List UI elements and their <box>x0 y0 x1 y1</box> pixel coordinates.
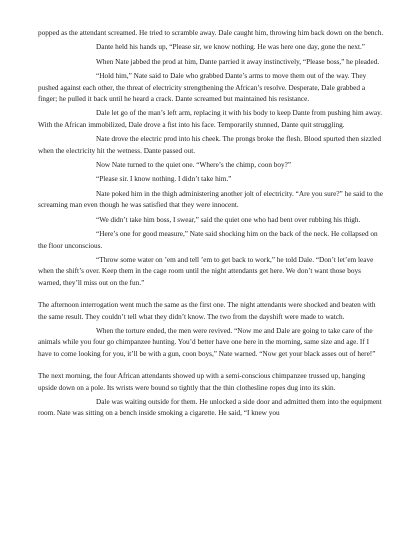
paragraph: The afternoon interrogation went much the same as the first one. The night attendants were shocked and beaten with the same result. They couldn’t tell what they didn’t know. The two from the dayshift were made to watch. <box>38 301 376 321</box>
paragraph: Now Nate turned to the quiet one. “Where’s the chimp, coon boy?” <box>96 161 292 170</box>
paragraph: When Nate jabbed the prod at him, Dante parried it away instinctively, “Please boss,” he pleaded. <box>96 57 380 66</box>
paragraph: “We didn’t take him boss, I swear,” said the quiet one who had bent over rubbing his thigh. <box>96 215 361 224</box>
paragraph: Dale was waiting outside for them. He unlocked a side door and admitted them into the equipment room. Nate was sitting on a bench inside smoking a cigarette. He said, “I knew you <box>38 397 382 418</box>
paragraph: “Please sir. I know nothing. I didn’t take him.” <box>96 175 232 184</box>
paragraph: When the torture ended, the men were revived. “Now me and Dale are going to take care of the animals while you four go chimpanzee hunting. You’d better have one here in the morning, same size and age. If I have to come looking for you, it’ll be with a gun, coon boys,” Nate warned. “Now get your black asses out of here!” <box>38 326 376 358</box>
paragraph: “Throw some water on ’em and tell ’em to get back to work,” he told Dale. “Don’t let’em leave when the shift’s over. Keep them in the cage room until the night attendants get here. We don’t want those boys warned, they’ll miss out on the fun.” <box>38 255 374 287</box>
paragraph: Dale let go of the man’s left arm, replacing it with his body to keep Dante from pushing him away. With the African immobilized, Dale drove a fist into his face. Temporarily stunned, Dante quit struggling. <box>38 109 383 129</box>
section-break <box>38 360 384 371</box>
section-break <box>38 289 384 300</box>
paragraph: Nate drove the electric prod into his cheek. The prongs broke the flesh. Blood spurted then sizzled when the electricity hit the wetness. Dante passed out. <box>38 135 381 155</box>
paragraph: Dante held his hands up, “Please sir, we know nothing. He was here one day, gone the next.” <box>96 43 366 52</box>
paragraph: popped as the attendant screamed. He tried to scramble away. Dale caught him, throwing him back down on the bench. <box>38 29 384 37</box>
paragraph: “Here’s one for good measure,” Nate said shocking him on the back of the neck. He collapsed on the floor unconscious. <box>38 230 378 250</box>
document-page <box>38 28 384 420</box>
paragraph: “Hold him,” Nate said to Dale who grabbed Dante’s arms to move them out of the way. They pushed against each other, the threat of electricity strengthening the African’s resolve. Desperate, Dale grabbed a finger; he pulled it back until he heard a crack. Dante screamed but maintained his resistance. <box>38 72 367 104</box>
paragraph: Nate poked him in the thigh administering another jolt of electricity. “Are you sure?” he said to the screaming man even though he was satisfied that they were innocent. <box>38 189 384 210</box>
paragraph: The next morning, the four African attendants showed up with a semi-conscious chimpanzee trussed up, hanging upside down on a pole. Its wrists were bound so tightly that the thin clothesline ropes dug into its skin. <box>38 372 366 392</box>
